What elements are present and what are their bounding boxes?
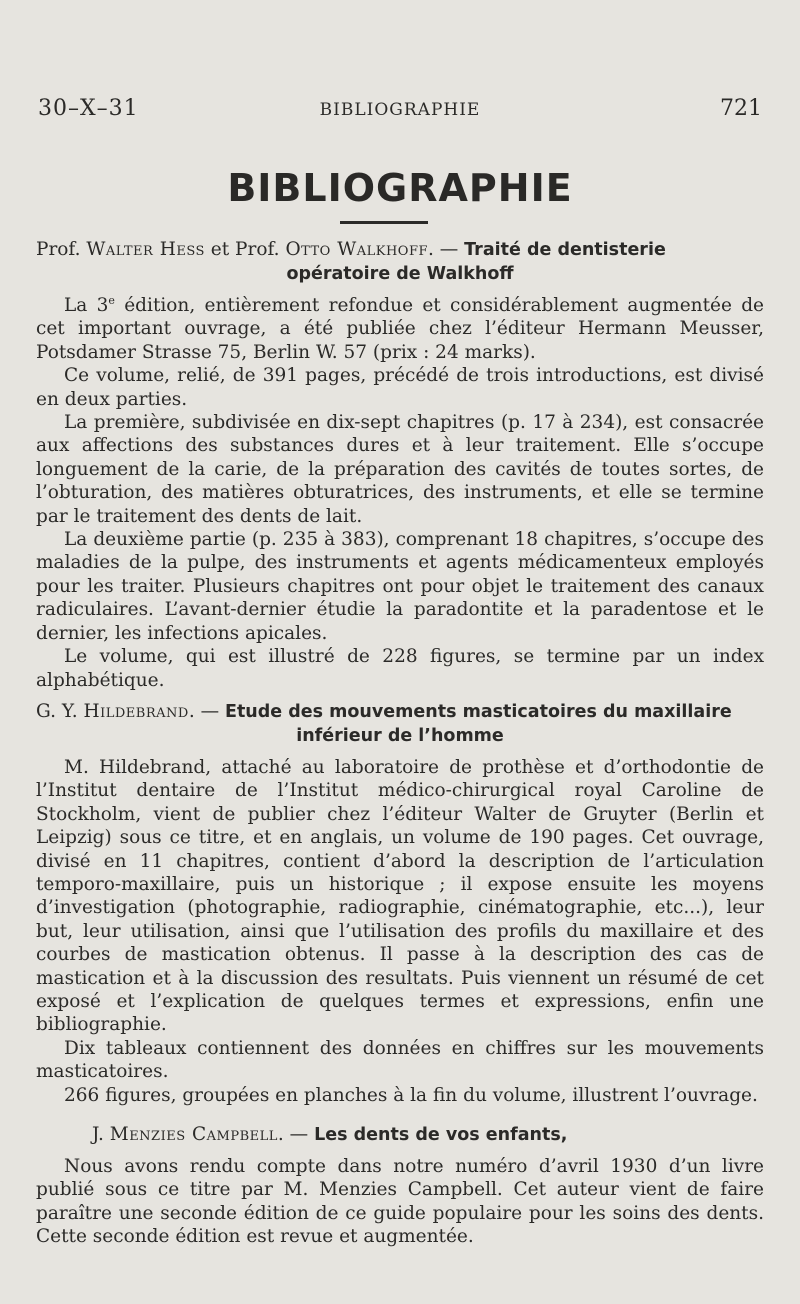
heading-dash: . —: [277, 1124, 315, 1145]
running-head: [38, 96, 762, 126]
author-joiner: et Prof.: [204, 239, 286, 260]
work-title-continued: opératoire de Walkhoff: [286, 264, 514, 284]
work-title-continued: inférieur de l’homme: [296, 725, 504, 746]
review-paragraph: 266 figures, groupées en planches à la fin du volume, illustrent l’ouvrage.: [64, 1084, 758, 1106]
work-title: Etude des mouvements masticatoires du maxillaire: [224, 701, 732, 722]
heading-dash: . —: [428, 239, 465, 260]
review-paragraph: Ce volume, relié, de 391 pages, précédé de trois introductions, est divisé en deux parties.: [36, 365, 764, 410]
review-paragraph: Nous avons rendu compte dans notre numéro d’avril 1930 d’un livre publié sous ce titre par M. Menzies Campbell. Cet auteur vient de faire paraître une seconde édition de ce guide populaire pour les soins des dents. Cette seconde édition est revue et augmentée.: [36, 1156, 764, 1248]
review-paragraph: La deuxième partie (p. 235 à 383), comprenant 18 chapitres, s’occupe des maladies de la pulpe, des instruments et agents médicamenteux employés pour les traiter. Plusieurs chapitres ont pour objet le traitement des canaux radiculaires. L’avant-dernier étudie la paradontite et la paradentose et le dernier, les infections apicales.: [36, 529, 764, 644]
review-entry: [36, 1123, 764, 1249]
review-paragraph: Dix tableaux contiennent des données en chiffres sur les mouvements masticatoires.: [36, 1037, 764, 1083]
review-paragraph: La première, subdivisée en dix-sept chapitres (p. 17 à 234), est consacrée aux affections des substances dures et à leur traitement. Elle s’occupe longuement de la carie, de la préparation des cavités de toutes sortes, de l’obturation, des matières obturatrices, des instruments, et elle se termine par le traitement des dents de lait.: [36, 412, 764, 527]
work-title: Traité de dentisterie: [464, 240, 666, 260]
review-paragraph: La 3e édition, entièrement refondue et considérablement augmentée de cet important ouvrage, a été publiée chez l’éditeur Hermann Meusser, Potsdamer Strasse 75, Berlin W. 57 (prix : 24 marks).: [36, 293, 764, 363]
review-paragraph: M. Hildebrand, attaché au laboratoire de prothèse et d’orthodontie de l’Institut dentaire de l’Institut médico-chirurgical royal Caroline de Stockholm, vient de publier chez l’éditeur Walter de Gruyter (Berlin et Leipzig) sous ce titre, et en anglais, un volume de 190 pages. Cet ouvrage, divisé en 11 chapitres, contient d’abord la description de l’articulation temporo-maxillaire, puis un historique ; il expose ensuite les moyens d’investigation (photographie, radiographie, cinématographie, etc...), leur but, leur utilisation, ainsi que l’utilisation des profils du maxillaire et des courbes de mastication obtenus. Il passe à la description des cas de mastication et à la discussion des resultats. Puis viennent un résumé de cet exposé et l’explication de quelques termes et expressions, enfin une bibliographie.: [36, 756, 764, 1036]
author-name: Menzies Campbell: [109, 1124, 278, 1145]
author-name: Hildebrand: [83, 700, 189, 722]
article-body: [36, 238, 764, 1249]
review-paragraph: Le volume, qui est illustré de 228 figures, se termine par un index alphabétique.: [36, 646, 764, 691]
title-rule: [340, 221, 428, 224]
author-prefix: J.: [92, 1124, 110, 1145]
author-prefix: G. Y.: [36, 700, 84, 722]
entry-heading: [36, 1123, 764, 1147]
review-entry: [36, 700, 764, 1107]
author-name: Otto Walkhoff: [285, 239, 429, 260]
issue-date: 30–X–31: [38, 96, 139, 121]
entry-heading: [36, 700, 764, 748]
heading-dash: . —: [188, 700, 225, 722]
page-number: 721: [720, 96, 762, 121]
page-title: BIBLIOGRAPHIE: [227, 166, 573, 210]
work-title: Les dents de vos enfants,: [314, 1125, 568, 1145]
author-name: Walter Hess: [86, 239, 205, 260]
review-entry: [36, 238, 764, 692]
author-prefix: Prof.: [36, 239, 87, 260]
entry-heading: [36, 238, 764, 286]
section-name: BIBLIOGRAPHIE: [319, 100, 481, 120]
